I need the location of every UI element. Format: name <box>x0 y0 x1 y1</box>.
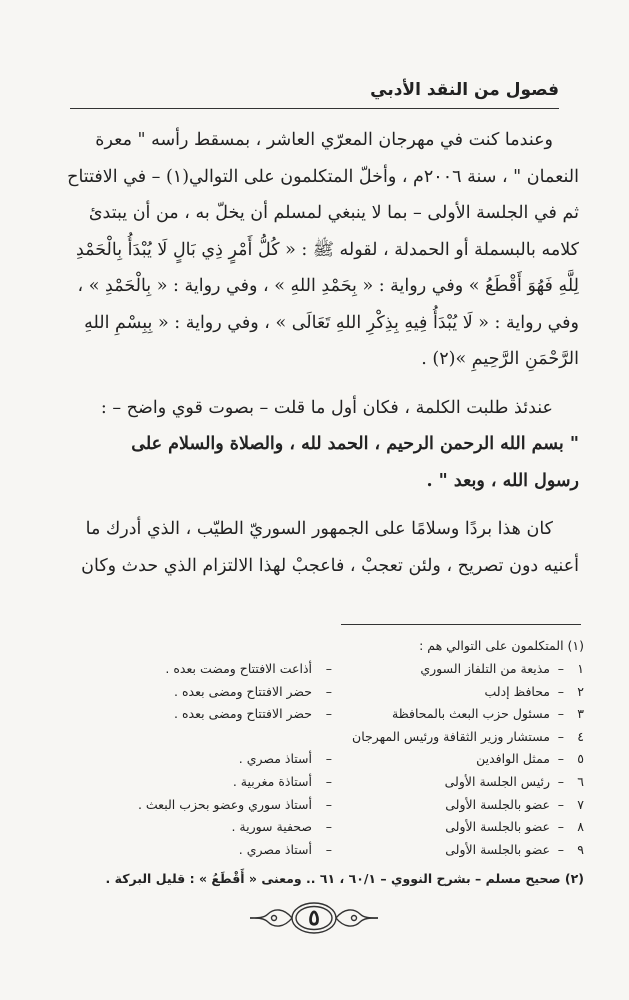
footnote-row-role: عضو بالجلسة الأولى <box>445 819 550 835</box>
footnote-row-role: مسئول حزب البعث بالمحافظة <box>392 706 550 722</box>
footnote-row-number: ٢ <box>577 683 584 699</box>
footnote-row-desc: أستاذ مصري . <box>238 751 312 767</box>
footnote-row-desc: حضر الافتتاح ومضى بعده . <box>174 706 312 722</box>
body-line: ثم في الجلسة الأولى – بما لا ينبغي لمسلم أن يخلّ به ، من أن يبتدئ <box>88 203 579 223</box>
footnote-row-number: ٣ <box>577 706 584 722</box>
footnote-row-number: ٤ <box>577 728 584 744</box>
footnote-row: ١ – مذيعة من التلفاز السوري – أذاعت الافتتاح ومضت بعده . <box>40 658 584 681</box>
quote-line: " بسم الله الرحمن الرحيم ، الحمد لله ، والصلاة والسلام على <box>131 434 579 454</box>
footnote-separator <box>341 624 581 625</box>
footnote-1-title: (١) المتكلمون على التوالي هم : <box>419 638 584 653</box>
body-line: أعنيه دون تصريح ، ولئن تعجبْ ، فاعجبْ لهذا الالتزام الذي حدث وكان <box>81 555 579 576</box>
footnote-row: ٥ – ممثل الوافدين – أستاذ مصري . <box>40 748 584 771</box>
header-title: فصول من النقد الأدبي <box>370 80 559 100</box>
footnote-row-role: عضو بالجلسة الأولى <box>445 841 550 857</box>
footnote-row-desc: حضر الافتتاح ومضى بعده . <box>174 683 312 699</box>
footnote-row: ٢ – محافظ إدلب – حضر الافتتاح ومضى بعده . <box>40 681 584 704</box>
footnote-row-number: ٩ <box>577 841 584 857</box>
footnotes <box>40 634 584 891</box>
footnote-row: ٣ – مسئول حزب البعث بالمحافظة – حضر الافتتاح ومضى بعده . <box>40 703 584 726</box>
footnote-row: ٦ – رئيس الجلسة الأولى – أستاذة مغربية . <box>40 771 584 794</box>
footnote-row-number: ٧ <box>577 796 584 812</box>
footnote-row: ٨ – عضو بالجلسة الأولى – صحفية سورية . <box>40 816 584 839</box>
footnote-row-number: ٨ <box>577 819 584 835</box>
quote-line: رسول الله ، وبعد " . <box>426 470 579 491</box>
footnote-row: ٤ – مستشار وزير الثقافة ورئيس المهرجان <box>40 726 584 749</box>
footnote-row-number: ١ <box>577 661 584 676</box>
footnote-row-role: عضو بالجلسة الأولى <box>445 796 550 812</box>
body-line: عندئذ طلبت الكلمة ، فكان أول ما قلت – بصوت قوي واضح – : <box>100 397 553 418</box>
body-line: كلامه بالبسملة أو الحمدلة ، لقوله ﷺ : « كُلُّ أَمْرٍ ذِي بَالٍ لَا يُبْدَأُ بِالْحَمْدِ <box>75 239 579 260</box>
body-line: الرَّحْمَنِ الرَّحِيمِ »(٢) . <box>421 349 579 369</box>
footnote-row-desc: أستاذة مغربية . <box>232 773 312 789</box>
footnote-row-role: ممثل الوافدين <box>476 751 550 767</box>
footnote-row-number: ٥ <box>577 751 584 767</box>
page-number: ٥ <box>308 905 320 931</box>
body-line: النعمان " ، سنة ٢٠٠٦م ، وأخلّ المتكلمون على التوالي(١) – في الافتتاح <box>67 166 579 187</box>
footnote-row-role: مذيعة من التلفاز السوري <box>420 661 550 676</box>
footnote-row: ٧ – عضو بالجلسة الأولى – أستاذ سوري وعضو بحزب البعث . <box>40 794 584 817</box>
footnote-row-desc: صحفية سورية . <box>231 819 312 835</box>
footnote-row-role: مستشار وزير الثقافة ورئيس المهرجان <box>352 728 550 744</box>
body-line: لِلَّهِ فَهُوَ أَقْطَعُ » وفي رواية : « بِحَمْدِ اللهِ » ، وفي رواية : « بِالْحَمْدِ » ، <box>77 276 579 296</box>
footnote-row-desc: أستاذ سوري وعضو بحزب البعث . <box>137 796 312 812</box>
body-text <box>40 122 579 584</box>
footnote-row-role: محافظ إدلب <box>484 683 550 699</box>
footnote-row-role: رئيس الجلسة الأولى <box>444 773 550 789</box>
footnote-row-desc: أستاذ مصري . <box>238 841 312 857</box>
body-line: وعندما كنت في مهرجان المعرّي العاشر ، بمسقط رأسه " معرة <box>95 130 553 150</box>
running-header <box>70 78 559 109</box>
footnote-row-desc: أذاعت الافتتاح ومضت بعده . <box>165 661 312 676</box>
body-line: وفي رواية : « لَا يُبْدَأُ فِيهِ بِذِكْرِ اللهِ تَعَالَى » ، وفي رواية : « بِبِسْمِ اللهِ <box>84 312 579 333</box>
footnote-2: (٢) صحيح مسلم – بشرح النووي – ٦٠/١ ، ٦١ .. ومعنى « أَقْطَعُ » : قليل البركة . <box>105 871 584 887</box>
footnote-row: ٩ – عضو بالجلسة الأولى – أستاذ مصري . <box>40 839 584 862</box>
footnote-row-number: ٦ <box>577 773 584 789</box>
body-line: كان هذا بردًا وسلامًا على الجمهور السوريّ الطيّب ، الذي أدرك ما <box>85 519 553 539</box>
